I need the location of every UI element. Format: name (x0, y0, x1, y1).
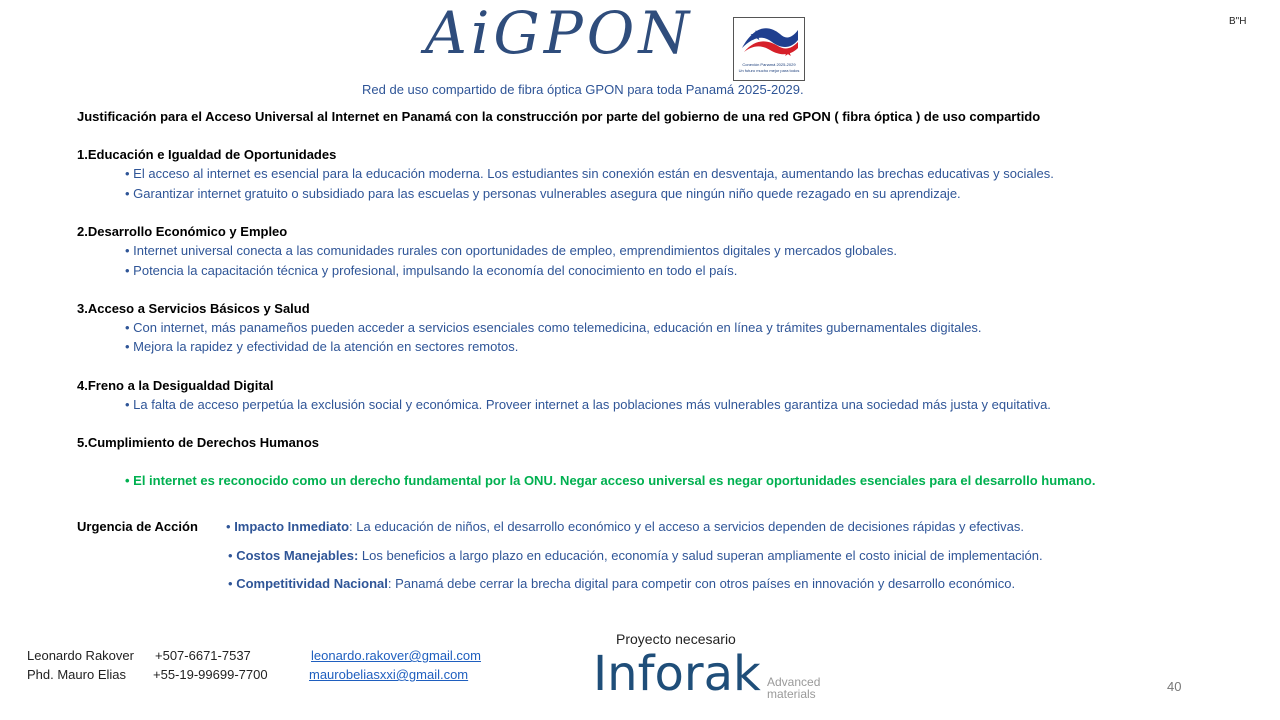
list-item: • Mejora la rapidez y efectividad de la atención en sectores remotos. (125, 339, 519, 354)
page-number: 40 (1167, 679, 1182, 694)
section-title-human-rights: 5.Cumplimiento de Derechos Humanos (77, 435, 319, 450)
highlight-statement: • El internet es reconocido como un derecho fundamental por la ONU. Negar acceso universal es negar oportunidades esenciales para el desarrollo humano. (125, 473, 1096, 488)
urgency-term: Impacto Inmediato (234, 519, 350, 534)
urgency-text: Los beneficios a largo plazo en educación, economía y salud superan ampliamente el costo inicial de implementación. (358, 548, 1043, 563)
urgency-label: Urgencia de Acción (77, 519, 198, 534)
list-item: • Con internet, más panameños pueden acceder a servicios esenciales como telemedicina, educación en línea y trámites gubernamentales digitales. (125, 320, 982, 335)
section-title-economy: 2.Desarrollo Económico y Empleo (77, 224, 288, 239)
list-item: • La falta de acceso perpetúa la exclusión social y económica. Proveer internet a las poblaciones más vulnerables garantiza una sociedad más justa y equitativa. (125, 397, 1051, 412)
section-title-health: 3.Acceso a Servicios Básicos y Salud (77, 301, 310, 316)
inforak-logo: Inforak (593, 646, 761, 702)
subtitle: Red de uso compartido de fibra óptica GPON para toda Panamá 2025-2029. (362, 82, 804, 97)
contact-name: Phd. Mauro Elias (27, 667, 126, 682)
urgency-text: : La educación de niños, el desarrollo económico y el acceso a servicios dependen de decisiones rápidas y efectivas. (349, 519, 1024, 534)
section-title-digital-gap: 4.Freno a la Desigualdad Digital (77, 378, 274, 393)
list-item: • Potencia la capacitación técnica y profesional, impulsando la economía del conocimiento en todo el país. (125, 263, 738, 278)
list-item: • El acceso al internet es esencial para la educación moderna. Los estudiantes sin conexión están en desventaja, aumentando las brechas educativas y sociales. (125, 166, 1054, 181)
urgency-item-costs (228, 548, 1043, 563)
contact-phone: +55-19-99699-7700 (153, 667, 268, 682)
bullet: • (226, 519, 231, 534)
aigpon-logo: AiGPON (425, 0, 694, 67)
project-note: Proyecto necesario (616, 631, 736, 647)
brand-tagline (767, 676, 820, 700)
flag-caption-2: Un futuro mucho mejor para todos (738, 68, 800, 73)
list-item: • Garantizar internet gratuito o subsidiado para las escuelas y personas vulnerables asegura que ningún niño quede rezagado en su aprendizaje. (125, 186, 961, 201)
section-title-education: 1.Educación e Igualdad de Oportunidades (77, 147, 337, 162)
flag-caption-1: Conexión Panamá 2025-2029 (742, 62, 796, 67)
flag-icon (734, 18, 804, 62)
panama-flag-logo (733, 17, 805, 81)
contact-name: Leonardo Rakover (27, 648, 134, 663)
urgency-text: : Panamá debe cerrar la brecha digital para competir con otros países en innovación y desarrollo económico. (387, 576, 1016, 591)
contact-phone: +507-6671-7537 (155, 648, 251, 663)
bullet: • (228, 548, 233, 563)
urgency-item-impact (226, 519, 1024, 534)
corner-mark: B"H (1229, 16, 1247, 27)
contact-email-link[interactable]: leonardo.rakover@gmail.com (311, 648, 481, 663)
page-heading: Justificación para el Acceso Universal al Internet en Panamá con la construcción por parte del gobierno de una red GPON ( fibra óptica ) de uso compartido (77, 109, 1041, 124)
urgency-item-competitiveness (228, 576, 1015, 591)
brand-tagline-line: materials (767, 687, 816, 701)
bullet: • (228, 576, 233, 591)
urgency-term: Costos Manejables: (236, 548, 359, 563)
contact-email-link[interactable]: maurobeliasxxi@gmail.com (309, 667, 469, 682)
urgency-term: Competitividad Nacional (236, 576, 388, 591)
brand-tagline-line: Advanced (767, 675, 821, 689)
list-item: • Internet universal conecta a las comunidades rurales con oportunidades de empleo, emprendimientos digitales y mercados globales. (125, 243, 897, 258)
